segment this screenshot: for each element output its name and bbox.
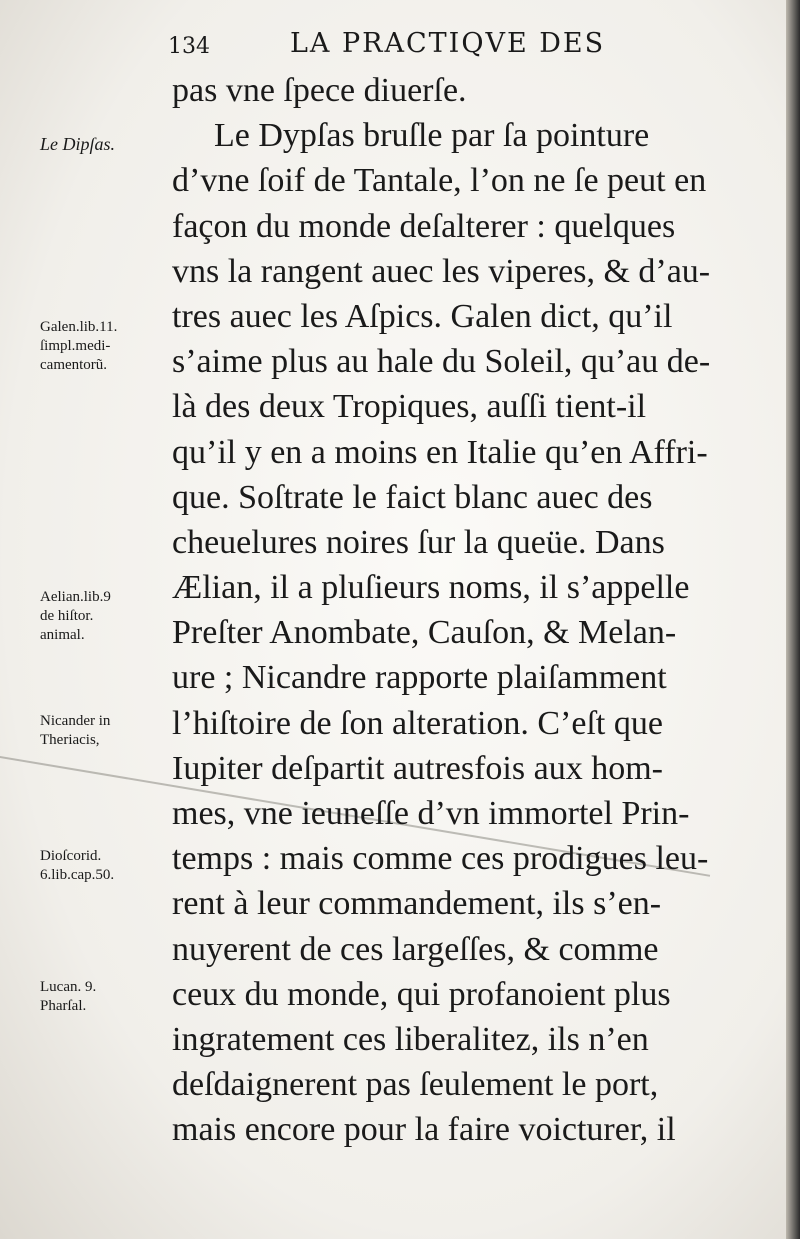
text-line: mais encore pour la faire voicturer, il [172, 1111, 676, 1149]
margin-note-line: 6.lib.cap.50. [40, 867, 115, 883]
text-line: d’vne ſoif de Tantale, l’on ne ſe peut en [172, 162, 707, 200]
text-line: deſdaignerent pas ſeulement le port, [172, 1066, 659, 1104]
margin-note-line: animal. [40, 627, 85, 643]
text-line: façon du monde deſalterer : quelques [172, 207, 676, 245]
margin-note-line: Nicander in [40, 713, 111, 729]
margin-note-lucan [40, 978, 176, 1016]
margin-note-line: Theriacis, [40, 732, 100, 748]
margin-note-line: Pharſal. [40, 998, 87, 1014]
page-number: 134 [168, 34, 210, 59]
text-line: Preſter Anombate, Cauſon, & Melan- [172, 614, 677, 652]
margin-note-line: Aelian.lib.9 [40, 589, 111, 605]
margin-note-line: ſimpl.medi- [40, 338, 111, 354]
text-line: Ælian, il a pluſieurs noms, il s’appelle [172, 569, 690, 607]
margin-note-line: Lucan. 9. [40, 979, 97, 995]
text-line: Iupiter deſpartit autresfois aux hom- [172, 749, 663, 787]
text-line: l’hiſtoire de ſon alteration. C’eſt que [172, 704, 663, 742]
text-line: que. Soſtrate le faict blanc auec des [172, 478, 653, 516]
margin-note-line: Le Dipſas. [40, 134, 116, 154]
text-line: vns la rangent auec les viperes, & d’au- [172, 252, 711, 290]
margin-note-line: Galen.lib.11. [40, 319, 118, 335]
text-line: s’aime plus au hale du Soleil, qu’au de- [172, 343, 711, 381]
margin-note-dipsas [40, 135, 176, 154]
margin-note-dioscorides [40, 847, 176, 885]
text-line: ure ; Nicandre rapporte plaiſamment [172, 659, 667, 697]
text-line: Le Dypſas bruſle par ſa pointure [214, 117, 650, 155]
text-line: ceux du monde, qui profanoient plus [172, 975, 671, 1013]
margin-note-aelian [40, 588, 176, 645]
text-line: nuyerent de ces largeſſes, & comme [172, 930, 659, 968]
body-text [172, 68, 778, 1153]
margin-note-nicander [40, 712, 176, 750]
text-line: mes, vne ieuneſſe d’vn immortel Prin- [172, 795, 690, 832]
running-title: LA PRACTIQVE DES [290, 28, 606, 59]
margin-note-line: de hiſtor. [40, 608, 94, 624]
page-header [168, 28, 688, 68]
text-line: là des deux Tropiques, auſſi tient-il [172, 388, 647, 426]
text-line: pas vne ſpece diuerſe. [172, 72, 467, 109]
text-line: qu’il y en a moins en Italie qu’en Affri- [172, 433, 708, 471]
page-edge-shadow [786, 0, 800, 1239]
text-line: temps : mais comme ces prodigues leu- [172, 840, 709, 878]
margin-note-line: Dioſcorid. [40, 848, 102, 864]
text-line: rent à leur commandement, ils s’en- [172, 885, 662, 923]
margin-note-galen [40, 318, 176, 375]
text-line: cheuelures noires ſur la queüe. Dans [172, 523, 665, 561]
text-line: tres auec les Aſpics. Galen dict, qu’il [172, 297, 673, 335]
margin-note-line: camentorũ. [40, 357, 108, 373]
text-line: ingratement ces liberalitez, ils n’en [172, 1020, 649, 1058]
